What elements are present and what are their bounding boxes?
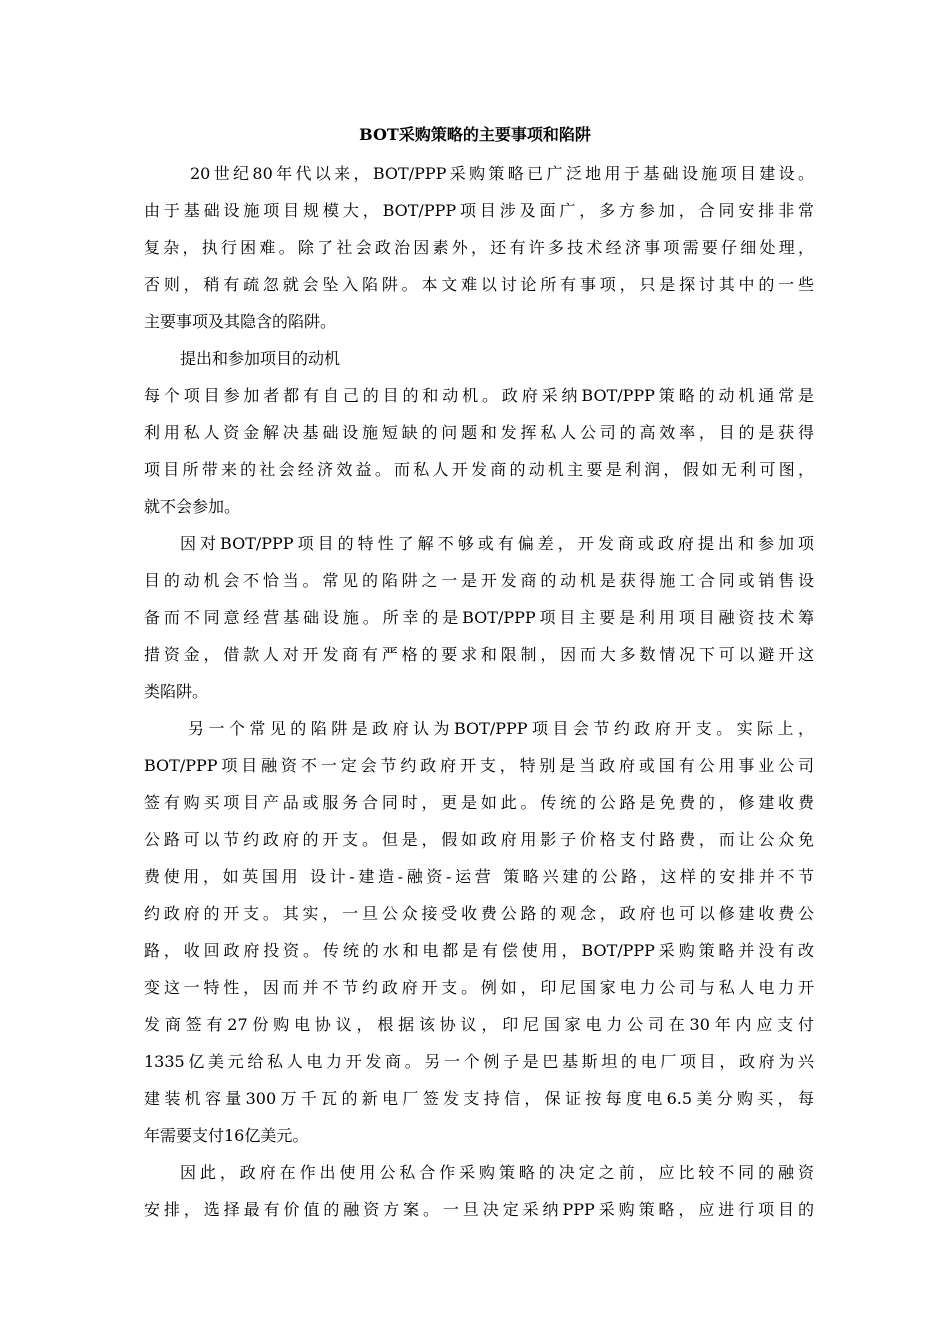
paragraph-line: 否则，稍有疏忽就会坠入陷阱。本文难以讨论所有事项，只是探讨其中的一些 bbox=[144, 275, 814, 294]
paragraph-line: 因对BOT/PPP项目的特性了解不够或有偏差，开发商或政府提出和参加项 bbox=[180, 534, 814, 553]
document-body bbox=[144, 155, 814, 1228]
paragraph-line: 安排，选择最有价值的融资方案。一旦决定采纳PPP采购策略，应进行项目的 bbox=[144, 1200, 814, 1219]
section-heading: 提出和参加项目的动机 bbox=[180, 349, 341, 368]
paragraph-line: 由于基础设施项目规模大，BOT/PPP项目涉及面广，多方参加，合同安排非常 bbox=[144, 201, 814, 220]
paragraph-line: 约政府的开支。其实，一旦公众接受收费公路的观念，政府也可以修建收费公 bbox=[144, 904, 814, 923]
paragraph-line: 1335亿美元给私人电力开发商。另一个例子是巴基斯坦的电厂项目，政府为兴 bbox=[144, 1052, 814, 1071]
paragraph-line: 签有购买项目产品或服务合同时，更是如此。传统的公路是免费的，修建收费 bbox=[144, 793, 814, 812]
paragraph-line: 年需要支付16亿美元。 bbox=[144, 1126, 309, 1145]
paragraph-line: 公路可以节约政府的开支。但是，假如政府用影子价格支付路费，而让公众免 bbox=[144, 830, 814, 849]
paragraph-line: 就不会参加。 bbox=[144, 497, 241, 516]
paragraph-line: 路，收回政府投资。传统的水和电都是有偿使用，BOT/PPP采购策略并没有改 bbox=[144, 941, 814, 960]
document-title: BOT采购策略的主要事项和陷阱 bbox=[359, 125, 591, 144]
paragraph-line: 复杂，执行困难。除了社会政治因素外，还有许多技术经济事项需要仔细处理， bbox=[144, 238, 814, 257]
paragraph-line: 措资金，借款人对开发商有严格的要求和限制，因而大多数情况下可以避开这 bbox=[144, 645, 814, 664]
paragraph-line: 每个项目参加者都有自己的目的和动机。政府采纳BOT/PPP策略的动机通常是 bbox=[144, 386, 814, 405]
paragraph-line: 主要事项及其隐含的陷阱。 bbox=[144, 312, 337, 331]
paragraph-line: 利用私人资金解决基础设施短缺的问题和发挥私人公司的高效率，目的是获得 bbox=[144, 423, 814, 442]
paragraph-line: 目的动机会不恰当。常见的陷阱之一是开发商的动机是获得施工合同或销售设 bbox=[144, 571, 814, 590]
paragraph-line: 另一个常见的陷阱是政府认为BOT/PPP项目会节约政府开支。实际上， bbox=[188, 719, 814, 738]
paragraph-line: 发商签有27份购电协议，根据该协议，印尼国家电力公司在30年内应支付 bbox=[144, 1015, 814, 1034]
paragraph-line: 变这一特性，因而并不节约政府开支。例如，印尼国家电力公司与私人电力开 bbox=[144, 978, 814, 997]
paragraph-line: 备而不同意经营基础设施。所幸的是BOT/PPP项目主要是利用项目融资技术筹 bbox=[144, 608, 814, 627]
paragraph-line: 费使用，如英国用 设计-建造-融资-运营 策略兴建的公路，这样的安排并不节 bbox=[144, 867, 814, 886]
paragraph-line: 项目所带来的社会经济效益。而私人开发商的动机主要是利润，假如无利可图， bbox=[144, 460, 814, 479]
paragraph-line: 建装机容量300万千瓦的新电厂签发支持信，保证按每度电6.5美分购买，每 bbox=[144, 1089, 814, 1108]
paragraph-line: 因此，政府在作出使用公私合作采购策略的决定之前，应比较不同的融资 bbox=[180, 1163, 814, 1182]
paragraph-line: 类陷阱。 bbox=[144, 682, 209, 701]
paragraph-line: BOT/PPP项目融资不一定会节约政府开支，特别是当政府或国有公用事业公司 bbox=[144, 756, 814, 775]
paragraph-line: 20世纪80年代以来，BOT/PPP采购策略已广泛地用于基础设施项目建设。 bbox=[190, 164, 814, 183]
